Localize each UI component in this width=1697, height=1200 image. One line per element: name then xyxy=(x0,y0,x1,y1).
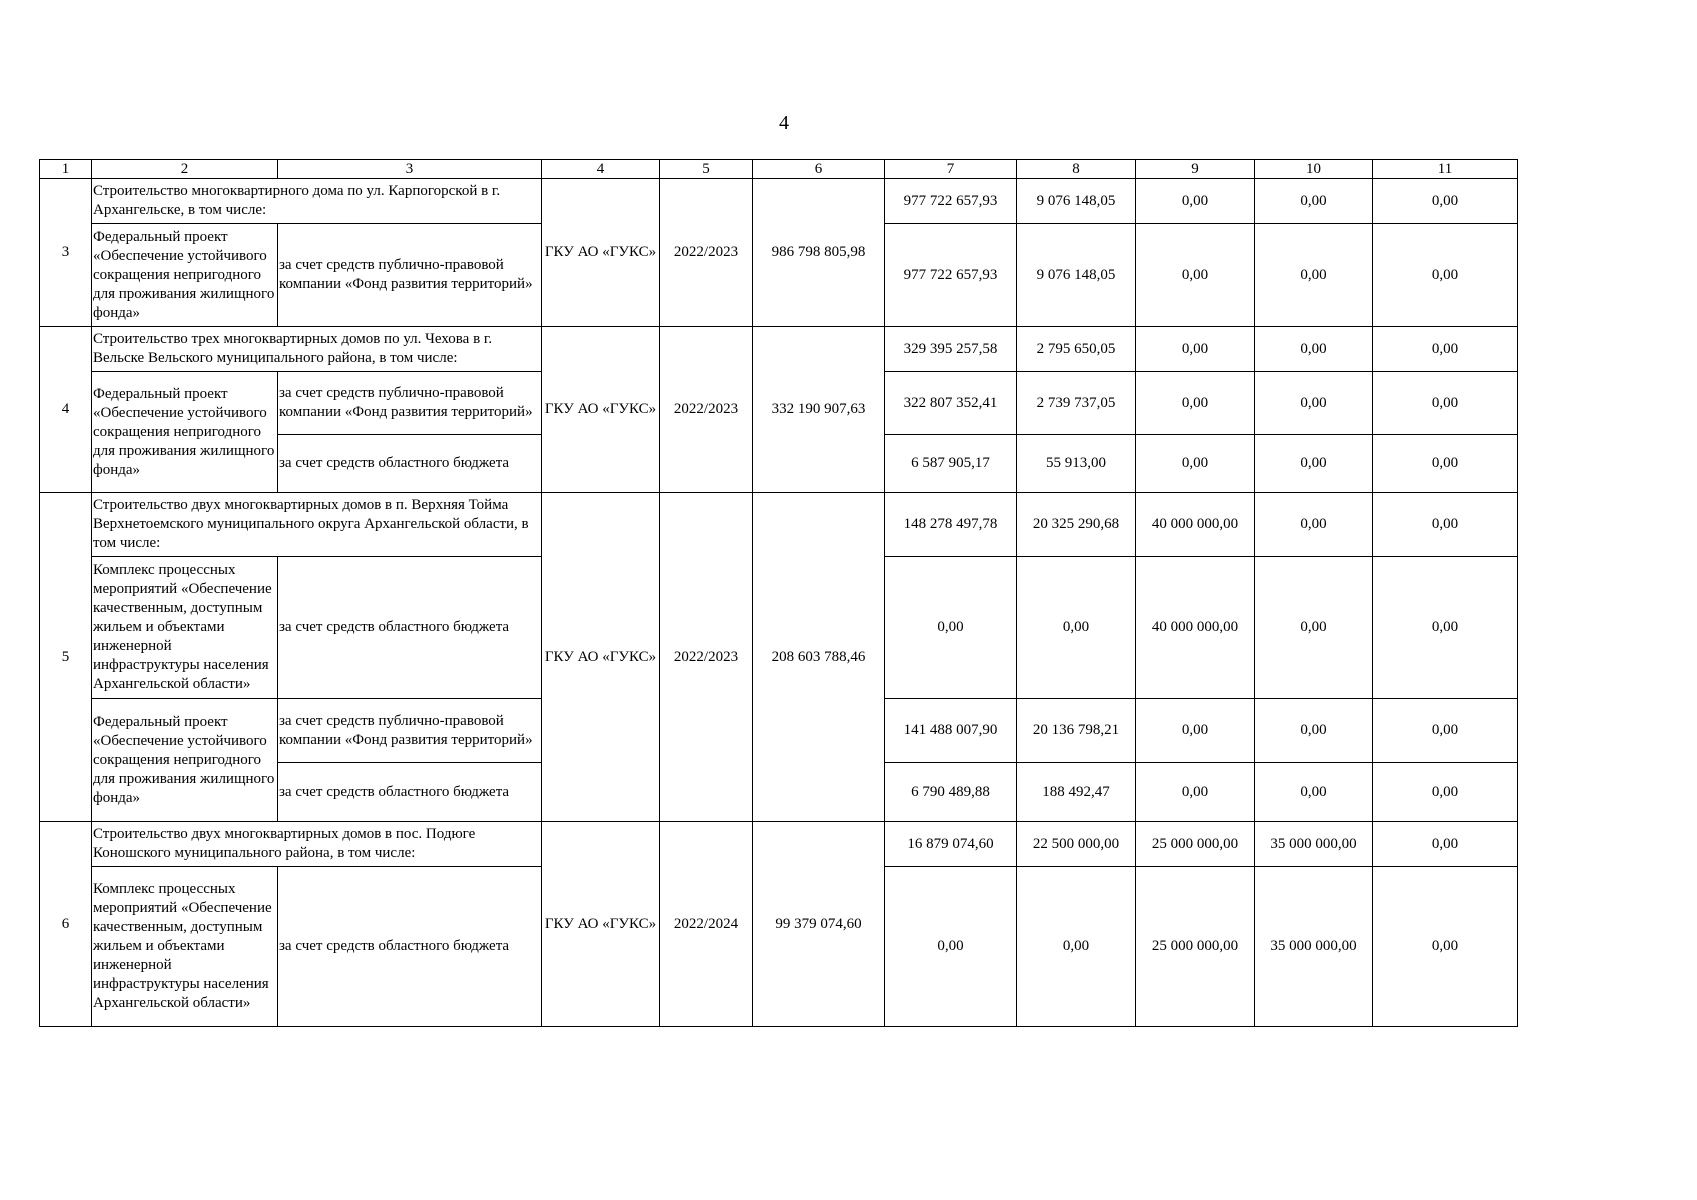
value-cell: 35 000 000,00 xyxy=(1255,867,1373,1027)
value-cell: 55 913,00 xyxy=(1017,435,1136,493)
value-cell: 0,00 xyxy=(1373,327,1518,372)
value-cell: 22 500 000,00 xyxy=(1017,822,1136,867)
column-number: 10 xyxy=(1255,160,1373,179)
row-number: 4 xyxy=(40,327,92,493)
value-cell: 0,00 xyxy=(1255,435,1373,493)
value-cell: 0,00 xyxy=(1017,557,1136,699)
budget-table xyxy=(39,159,1518,1027)
value-cell: 0,00 xyxy=(1373,179,1518,224)
column-number: 8 xyxy=(1017,160,1136,179)
value-cell: 0,00 xyxy=(1255,179,1373,224)
value-cell: 0,00 xyxy=(1373,822,1518,867)
total-cost-cell: 986 798 805,98 xyxy=(753,179,885,327)
object-title: Строительство двух многоквартирных домов в пос. Подюге Коношского муниципального района, в том числе: xyxy=(92,822,542,867)
value-cell: 0,00 xyxy=(1255,699,1373,763)
project-name: Комплекс процессных мероприятий «Обеспечение качественным, доступным жильем и объектами инженерной инфраструктуры населения Архангельской области» xyxy=(92,867,278,1027)
column-number: 2 xyxy=(92,160,278,179)
table-row xyxy=(40,327,1518,372)
row-number: 5 xyxy=(40,493,92,822)
period-cell: 2022/2023 xyxy=(660,327,753,493)
value-cell: 148 278 497,78 xyxy=(885,493,1017,557)
value-cell: 0,00 xyxy=(1136,699,1255,763)
column-number: 9 xyxy=(1136,160,1255,179)
funding-source: за счет средств областного бюджета xyxy=(278,763,542,822)
column-number: 6 xyxy=(753,160,885,179)
value-cell: 0,00 xyxy=(1255,372,1373,435)
value-cell: 977 722 657,93 xyxy=(885,224,1017,327)
value-cell: 2 739 737,05 xyxy=(1017,372,1136,435)
value-cell: 40 000 000,00 xyxy=(1136,493,1255,557)
funding-source: за счет средств областного бюджета xyxy=(278,435,542,493)
project-name: Комплекс процессных мероприятий «Обеспечение качественным, доступным жильем и объектами инженерной инфраструктуры населения Архангельской области» xyxy=(92,557,278,699)
value-cell: 6 790 489,88 xyxy=(885,763,1017,822)
column-number: 5 xyxy=(660,160,753,179)
funding-source: за счет средств публично-правовой компании «Фонд развития территорий» xyxy=(278,372,542,435)
value-cell: 977 722 657,93 xyxy=(885,179,1017,224)
funding-source: за счет средств областного бюджета xyxy=(278,867,542,1027)
customer-cell: ГКУ АО «ГУКС» xyxy=(542,493,660,822)
value-cell: 0,00 xyxy=(1255,493,1373,557)
value-cell: 35 000 000,00 xyxy=(1255,822,1373,867)
value-cell: 0,00 xyxy=(1255,763,1373,822)
page-number: 4 xyxy=(779,112,789,134)
customer-cell: ГКУ АО «ГУКС» xyxy=(542,179,660,327)
value-cell: 0,00 xyxy=(1373,435,1518,493)
total-cost-cell: 208 603 788,46 xyxy=(753,493,885,822)
customer-cell: ГКУ АО «ГУКС» xyxy=(542,822,660,1027)
value-cell: 25 000 000,00 xyxy=(1136,867,1255,1027)
period-cell: 2022/2023 xyxy=(660,493,753,822)
column-number: 7 xyxy=(885,160,1017,179)
object-title: Строительство трех многоквартирных домов по ул. Чехова в г. Вельске Вельского муниципального района, в том числе: xyxy=(92,327,542,372)
total-cost-cell: 332 190 907,63 xyxy=(753,327,885,493)
value-cell: 0,00 xyxy=(1136,372,1255,435)
table-row xyxy=(40,493,1518,557)
value-cell: 2 795 650,05 xyxy=(1017,327,1136,372)
row-number: 6 xyxy=(40,822,92,1027)
value-cell: 322 807 352,41 xyxy=(885,372,1017,435)
funding-source: за счет средств публично-правовой компании «Фонд развития территорий» xyxy=(278,224,542,327)
value-cell: 0,00 xyxy=(885,867,1017,1027)
table-row xyxy=(40,822,1518,867)
value-cell: 40 000 000,00 xyxy=(1136,557,1255,699)
value-cell: 0,00 xyxy=(1373,224,1518,327)
value-cell: 0,00 xyxy=(1255,224,1373,327)
funding-source: за счет средств публично-правовой компании «Фонд развития территорий» xyxy=(278,699,542,763)
value-cell: 0,00 xyxy=(1136,327,1255,372)
value-cell: 0,00 xyxy=(1373,372,1518,435)
value-cell: 20 136 798,21 xyxy=(1017,699,1136,763)
column-number: 11 xyxy=(1373,160,1518,179)
column-number: 1 xyxy=(40,160,92,179)
value-cell: 0,00 xyxy=(1017,867,1136,1027)
value-cell: 9 076 148,05 xyxy=(1017,224,1136,327)
object-title: Строительство многоквартирного дома по ул. Карпогорской в г. Архангельске, в том числе: xyxy=(92,179,542,224)
value-cell: 0,00 xyxy=(1136,763,1255,822)
value-cell: 16 879 074,60 xyxy=(885,822,1017,867)
value-cell: 0,00 xyxy=(1136,224,1255,327)
value-cell: 0,00 xyxy=(1255,327,1373,372)
period-cell: 2022/2023 xyxy=(660,179,753,327)
period-cell: 2022/2024 xyxy=(660,822,753,1027)
value-cell: 0,00 xyxy=(1136,179,1255,224)
column-number: 3 xyxy=(278,160,542,179)
object-title: Строительство двух многоквартирных домов в п. Верхняя Тойма Верхнетоемского муниципального округа Архангельской области, в том числе: xyxy=(92,493,542,557)
value-cell: 0,00 xyxy=(885,557,1017,699)
value-cell: 9 076 148,05 xyxy=(1017,179,1136,224)
project-name: Федеральный проект «Обеспечение устойчивого сокращения непригодного для проживания жилищного фонда» xyxy=(92,699,278,822)
project-name: Федеральный проект «Обеспечение устойчивого сокращения непригодного для проживания жилищного фонда» xyxy=(92,224,278,327)
value-cell: 329 395 257,58 xyxy=(885,327,1017,372)
total-cost-cell: 99 379 074,60 xyxy=(753,822,885,1027)
column-number-row xyxy=(40,160,1518,179)
funding-source: за счет средств областного бюджета xyxy=(278,557,542,699)
column-number: 4 xyxy=(542,160,660,179)
value-cell: 0,00 xyxy=(1255,557,1373,699)
project-name: Федеральный проект «Обеспечение устойчивого сокращения непригодного для проживания жилищного фонда» xyxy=(92,372,278,493)
table-row xyxy=(40,179,1518,224)
value-cell: 0,00 xyxy=(1373,763,1518,822)
value-cell: 25 000 000,00 xyxy=(1136,822,1255,867)
value-cell: 0,00 xyxy=(1136,435,1255,493)
customer-cell: ГКУ АО «ГУКС» xyxy=(542,327,660,493)
value-cell: 0,00 xyxy=(1373,699,1518,763)
value-cell: 20 325 290,68 xyxy=(1017,493,1136,557)
value-cell: 141 488 007,90 xyxy=(885,699,1017,763)
value-cell: 6 587 905,17 xyxy=(885,435,1017,493)
row-number: 3 xyxy=(40,179,92,327)
value-cell: 188 492,47 xyxy=(1017,763,1136,822)
value-cell: 0,00 xyxy=(1373,557,1518,699)
value-cell: 0,00 xyxy=(1373,493,1518,557)
value-cell: 0,00 xyxy=(1373,867,1518,1027)
